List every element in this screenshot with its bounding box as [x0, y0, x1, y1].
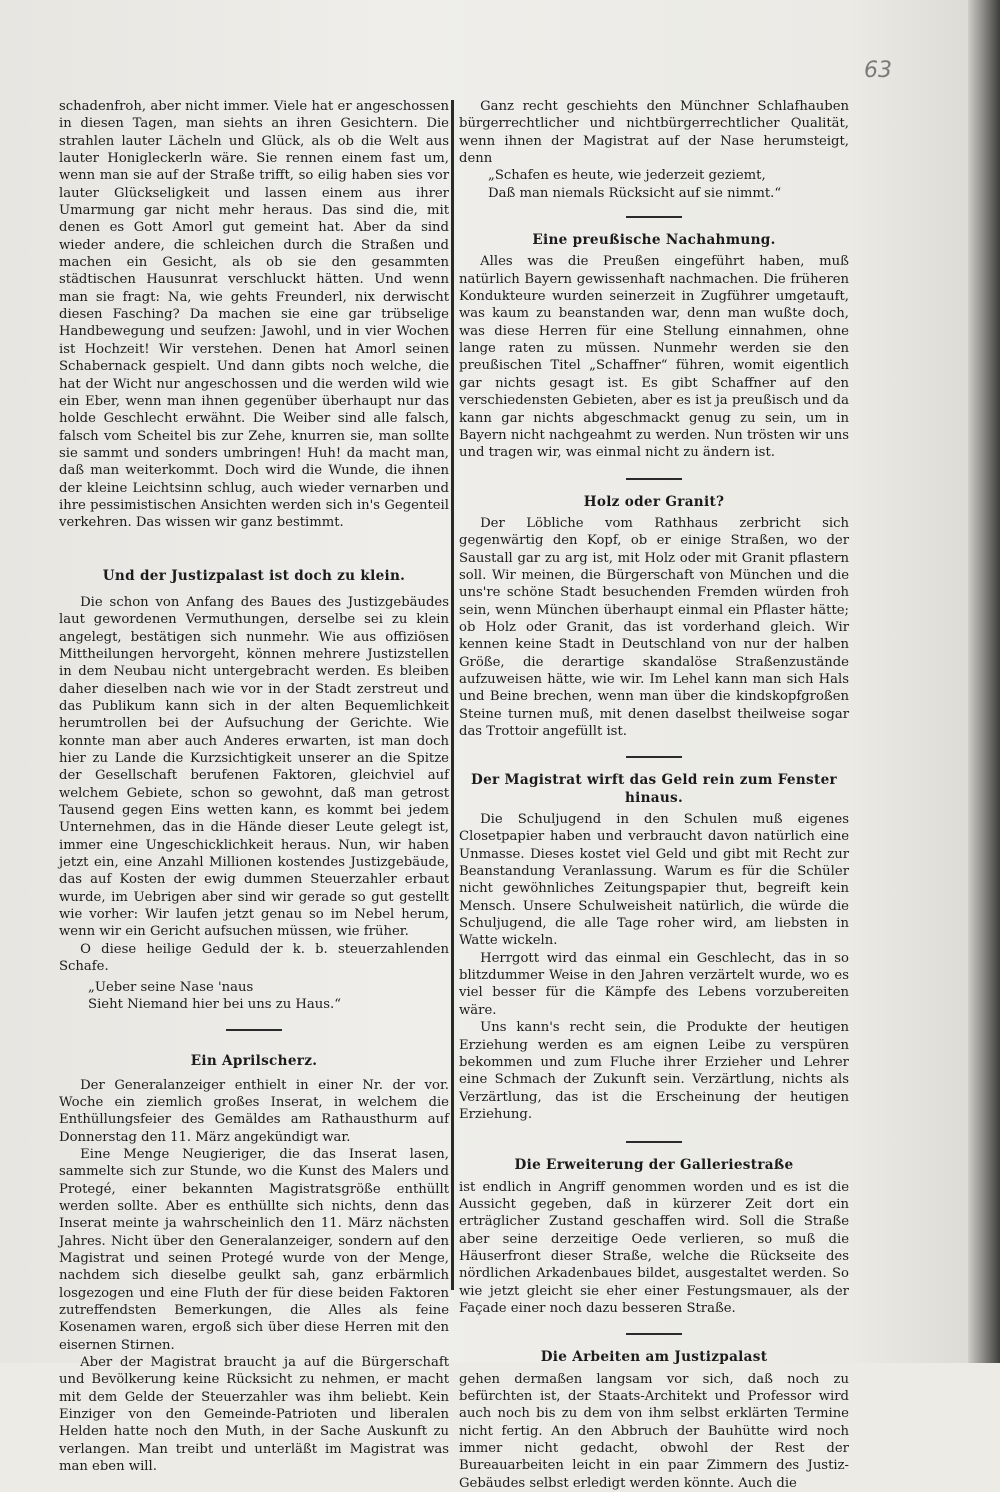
verse-line: „Ueber seine Nase 'naus	[88, 979, 254, 995]
column-divider	[451, 100, 454, 1290]
heading-arbeiten-justizpalast: Die Arbeiten am Justizpalast	[540, 1349, 768, 1366]
paragraph: Uns kann's recht sein, die Produkte der heutigen Erziehung werden es am eignen Leibe zu verspüren bekommen und zum Fluche ihrer Erzieher und Lehrer eine Schmach der Zukunft sein. Verzärtlung, nichts als Verzärtlung, das ist die Erscheinung der heutigen Erziehung.	[459, 1020, 849, 1122]
heading-aprilscherz: Ein Aprilscherz.	[190, 1053, 318, 1070]
paragraph: ist endlich in Angriff genommen worden und es ist die Aussicht gegeben, daß in kürzerer Zeit dort ein erträglicher Zustand geschaffen wird. Soll die Straße aber seine derzeitige Oede verlieren, so muß die Häuserfront dieser Straße, welche die Rückseite des nördlichen Arkadenbaues bildet, ausgestaltet werden. So wie jetzt gleicht sie eher einer Festungsmauer, als der Façade einer noch dazu besseren Straße.	[459, 1179, 849, 1316]
continued-paragraph: schadenfroh, aber nicht immer. Viele hat er angeschossen in diesen Tagen, man siehts an ihren Gesichtern. Die strahlen lauter Lächeln und Glück, als ob die Welt aus lauter Honigleckerln wäre. Sie rennen einem fast um, wenn man sie auf der Straße trifft, so eilig haben sies vor lauter Glückseligkeit und lassen einem aus ihrer Umarmung gar nicht mehr heraus. Das sind die, mit denen es Gott Amorl gut gemeint hat. Aber da sind wieder andere, die schleichen durch die Straßen und machen ein Gesicht, als ob sie den gesammten städtischen Hausunrat verschluckt hätten. Und wenn man sie fragt: Na, wie gehts Freunderl, nix derwischt diesen Fasching? Da machen sie eine gar trübselige Handbewegung und seufzen: Jawohl, und in vier Wochen ist Hochzeit! Wir verstehen. Denen hat Amorl seinen Schabernack gespielt. Und dann gibts noch welche, die hat der Wicht nur angeschossen und die werden wild wie ein Eber, wenn man ihnen gegenüber überhaupt nur das holde Geschlecht erwähnt. Die Weiber sind alle falsch, falsch vom Scheitel bis zur Zehe, knurren sie, man sollte sie sammt und sonders umbringen! Huh! da macht man, daß man weiterkommt. Doch wird die Wunde, die ihnen der kleine Leichtsinn schlug, auch wieder vernarben und ihre pessimistischen Ansichten werden sich in's Gegenteil verkehren. Das wissen wir ganz bestimmt.	[59, 99, 449, 531]
paragraph: Alles was die Preußen eingeführt haben, muß natürlich Bayern gewissenhaft nachmachen. Die früheren Kondukteure wurden seinerzeit in Zugführer umgetauft, was kaum zu beanstanden war, denn man wußte doch, was diese Herren für eine Stellung einnahmen, ohne lange raten zu müssen. Nunmehr werden sie den preußischen Titel „Schaffner“ führen, womit eigentlich gar nichts gesagt ist. Es gibt Schaffner auf den verschiedensten Gebieten, aber es ist ja preußisch und da kann gar nichts abgeschmackt genug zu sein, um in Bayern nicht nachgeahmt zu werden. Nun trösten wir uns und tragen wir, was einmal nicht zu ändern ist.	[459, 254, 849, 461]
verse-line: Sieht Niemand hier bei uns zu Haus.“	[88, 996, 341, 1012]
left-column	[59, 98, 449, 1475]
paragraph: Eine Menge Neugieriger, die das Inserat lasen, sammelte sich zur Stunde, wo die Kunst des Malers und Protegé, einer bekannten Magistratsgröße enthüllt werden sollte. Aber es enthüllte sich nichts, denn das Inserat meinte ja wahrscheinlich den 11. März nächsten Jahres. Nicht über den Generalanzeiger, sondern auf den Magistrat und seinen Protegé wurde von der Menge, nachdem sich dieselbe geulkt sah, ganz erbärmlich losgezogen und eine Fluth der für diese beiden Faktoren zutreffendsten Bemerkungen, die Alles als feine Kosenamen waren, ergoß sich über diese Herren mit den eisernen Stirnen.	[59, 1146, 449, 1353]
verse-line: Daß man niemals Rücksicht auf sie nimmt.“	[488, 185, 782, 201]
heading-preussische-nachahmung: Eine preußische Nachahmung.	[532, 232, 776, 249]
heading-galleriestrasse: Die Erweiterung der Galleriestraße	[514, 1157, 794, 1174]
right-column	[459, 98, 849, 1492]
heading-magistrat-geld: Der Magistrat wirft das Geld rein zum Fenster hinaus.	[470, 772, 837, 806]
paragraph: Herrgott wird das einmal ein Geschlecht, das in so blitzdummer Weise in den Jahren verzärtelt wurde, wo es viel besser für die Kämpfe des Lebens vorzubereiten wäre.	[459, 950, 849, 1018]
paragraph: O diese heilige Geduld der k. b. steuerzahlenden Schafe.	[59, 941, 449, 975]
paragraph: Die Schuljugend in den Schulen muß eigenes Closetpapier haben und verbraucht davon natürlich eine Unmasse. Dieses kostet viel Geld und gibt mit Recht zur Beanstandung Veranlassung. Warum es für die Schüler nicht gewöhnliches Zeitungspapier thut, begreift kein Mensch. Unsere Schulweisheit natürlich, die würde die Schuljugend, die alle Tage roher wird, am liebsten in Watte wickeln.	[459, 812, 849, 949]
paragraph: Der Generalanzeiger enthielt in einer Nr. der vor. Woche ein ziemlich großes Inserat, in welchem die Enthüllungsfeier des Gemäldes am Rathausthurm auf Donnerstag den 11. März angekündigt war.	[59, 1077, 449, 1145]
paragraph: gehen dermaßen langsam vor sich, daß noch zu befürchten ist, der Staats-Architekt und Professor wird auch noch bis zu dem von ihm selbst erklärten Termine nicht fertig. An den Abbruch der Bauhütte wird noch immer nicht gedacht, obwohl der Rest der Bureauarbeiten leicht in ein paar Zimmern des Justiz-Gebäudes selbst erledigt werden könnte. Auch die	[459, 1371, 849, 1491]
verse-line: „Schafen es heute, wie jederzeit geziemt,	[488, 168, 766, 184]
page-number: 63	[864, 58, 892, 83]
paragraph: Aber der Magistrat braucht ja auf die Bürgerschaft und Bevölkerung keine Rücksicht zu nehmen, er macht mit dem Gelde der Steuerzahler was ihm beliebt. Kein Einziger von den Gemeinde-Patrioten und liberalen Helden hatte noch den Muth, in der Sache Auskunft zu verlangen. Man treibt und unterläßt im Magistrat was man eben will.	[59, 1355, 449, 1475]
heading-holz-oder-granit: Holz oder Granit?	[583, 493, 725, 510]
paragraph: Die schon von Anfang des Baues des Justizgebäudes laut gewordenen Vermuthungen, derselbe sei zu klein angelegt, bestätigen sich nunmehr. Wie aus offiziösen Mittheilungen hervorgeht, können mehrere Justizstellen in dem Neubau nicht untergebracht werden. Es bleiben daher dieselben nach wie vor in der Stadt zerstreut und das Publikum kann sich in der alten Bequemlichkeit herumtrollen bei der Aufsuchung der Gerichte. Wie konnte man aber auch Anderes erwarten, ist man doch hier zu Lande die Kurzsichtigkeit unserer an die Spitze der Gesellschaft berufenen Faktoren, gleichviel auf welchem Gebiete, schon so gewohnt, daß man getrost Tausend gegen Eins wetten kann, es kommt bei jedem Unternehmen, das in die Hände dieser Leute gelegt ist, immer eine Ungeschicklichkeit heraus. Nun, wir haben jetzt ein, eine Anzahl Millionen kostendes Justizgebäude, das auf Kosten der ewig dummen Steuerzahler erbaut wurde, im Uebrigen aber sind wir gerade so gut gestellt wie vorher: Wir laufen jetzt genau so im Nebel herum, wenn wir ein Gericht aufsuchen müssen, wie früher.	[59, 594, 449, 940]
paragraph: Ganz recht geschiehts den Münchner Schlafhauben bürgerrechtlicher und nichtbürgerrechtlicher Qualität, wenn ihnen der Magistrat auf der Nase herumsteigt, denn	[459, 99, 849, 167]
heading-justizpalast-klein: Und der Justizpalast ist doch zu klein.	[102, 567, 406, 584]
paragraph: Der Löbliche vom Rathhaus zerbricht sich gegenwärtig den Kopf, ob er einige Straßen, wo der Saustall gar zu arg ist, mit Holz oder mit Granit pflastern soll. Wir meinen, die Bürgerschaft von München und die uns're schöne Stadt besuchenden Fremden würden froh sein, wenn München überhaupt einmal ein Pflaster hätte; ob Holz oder Granit, das ist vorderhand gleich. Wir kennen keine Stadt in Deutschland von nur der halben Größe, die derartige skandalöse Straßenzustände aufzuweisen hätte, wie wir. Im Lehel kann man sich Hals und Beine brechen, wenn man über die kindskopfgroßen Steine turnen muß, mit denen daselbst theilweise sogar das Trottoir angefüllt ist.	[459, 515, 849, 739]
page-binding-shadow	[968, 0, 1000, 1363]
